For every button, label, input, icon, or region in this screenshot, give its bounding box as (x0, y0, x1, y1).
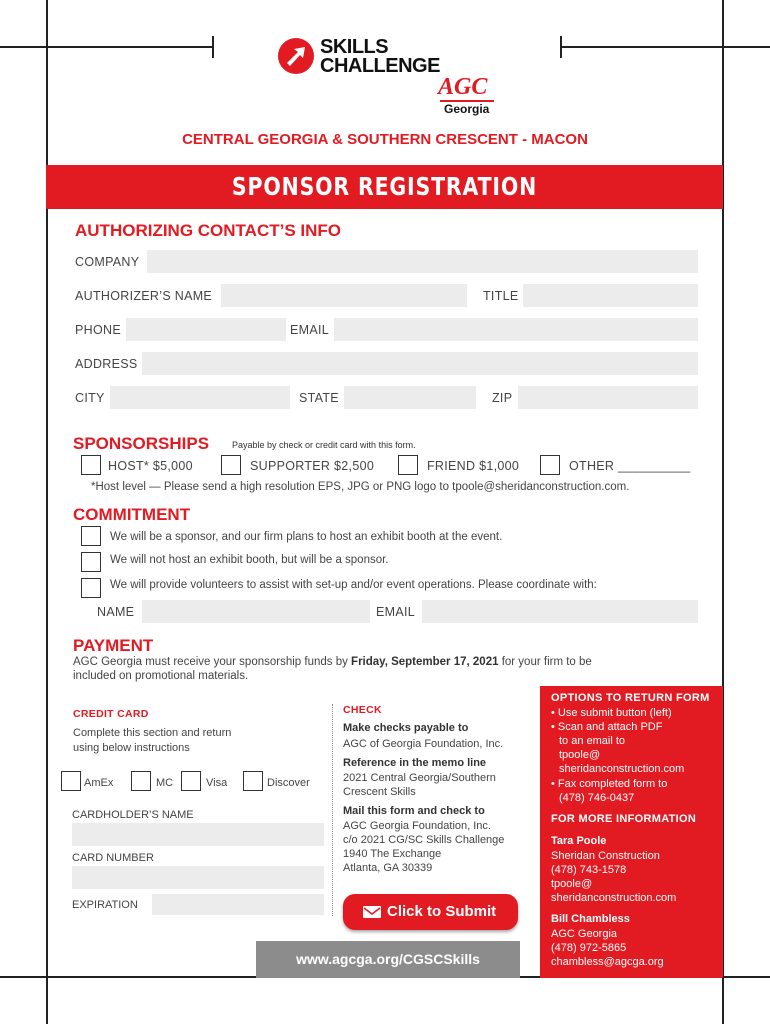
mail-heading: Mail this form and check to (343, 805, 485, 817)
mail-line-3: 1940 The Exchange (343, 848, 442, 860)
return-option-1: • Use submit button (left) (551, 707, 672, 719)
commitment-checkbox-3[interactable] (81, 578, 101, 598)
check-heading: CHECK (343, 704, 382, 716)
friend-checkbox[interactable] (398, 455, 418, 475)
card-number-label: CARD NUMBER (72, 852, 154, 864)
title-label: TITLE (483, 289, 519, 303)
authorizer-field[interactable] (221, 284, 467, 307)
region-title: CENTRAL GEORGIA & SOUTHERN CRESCENT - MACON (182, 131, 588, 148)
other-option-label: OTHER __________ (569, 459, 691, 473)
host-checkbox[interactable] (81, 455, 101, 475)
more-info-heading: FOR MORE INFORMATION (551, 813, 697, 825)
crop-mark (46, 0, 48, 1024)
phone-label: PHONE (75, 323, 121, 337)
contact1-email-2: sheridanconstruction.com (551, 892, 677, 904)
host-logo-note: *Host level — Please send a high resolution EPS, JPG or PNG logo to tpoole@sheridanconstruction.com. (91, 481, 630, 493)
card-number-field[interactable] (72, 866, 324, 889)
contact-heading: AUTHORIZING CONTACT’S INFO (75, 221, 341, 240)
payment-deadline: Friday, September 17, 2021 (351, 656, 499, 668)
commitment-item-2: We will not host an exhibit booth, but will be a sponsor. (110, 554, 389, 566)
company-field[interactable] (147, 250, 698, 273)
credit-card-note-2: using below instructions (73, 742, 190, 754)
discover-label: Discover (267, 777, 310, 789)
mc-checkbox[interactable] (131, 771, 151, 791)
payment-text-3: included on promotional materials. (73, 670, 249, 682)
crop-mark (212, 36, 214, 58)
commitment-heading: COMMITMENT (73, 505, 191, 524)
mail-line-2: c/o 2021 CG/SC Skills Challenge (343, 834, 505, 846)
arrow-logo-icon (278, 38, 314, 74)
company-label: COMPANY (75, 255, 140, 269)
contact2-org: AGC Georgia (551, 928, 618, 940)
supporter-checkbox[interactable] (221, 455, 241, 475)
agc-logo-text: AGC (438, 74, 488, 100)
credit-card-note-1: Complete this section and return (73, 727, 232, 739)
amex-checkbox[interactable] (61, 771, 81, 791)
payment-deadline-text (73, 656, 673, 668)
crop-mark (0, 46, 214, 48)
contact2-name: Bill Chambless (551, 913, 630, 925)
contact1-name: Tara Poole (551, 835, 607, 847)
skills-challenge-logo (278, 38, 498, 118)
supporter-option-label: SUPPORTER $2,500 (250, 459, 375, 473)
cardholder-field[interactable] (72, 823, 324, 846)
memo-line-1: 2021 Central Georgia/Southern (343, 772, 496, 784)
return-fax-number: (478) 746-0437 (559, 792, 635, 804)
commitment-checkbox-2[interactable] (81, 552, 101, 572)
expiration-label: EXPIRATION (72, 899, 138, 911)
visa-label: Visa (206, 777, 228, 789)
payable-to: AGC of Georgia Foundation, Inc. (343, 738, 504, 750)
email-label: EMAIL (290, 323, 330, 337)
column-divider (332, 704, 334, 916)
mc-label: MC (156, 777, 174, 789)
city-label: CITY (75, 391, 105, 405)
payable-heading: Make checks payable to (343, 722, 469, 734)
email-field[interactable] (334, 318, 698, 341)
cardholder-label: CARDHOLDER’S NAME (72, 809, 194, 821)
expiration-field[interactable] (152, 894, 324, 915)
memo-heading: Reference in the memo line (343, 757, 487, 769)
logo-line1: SKILLS (320, 36, 389, 58)
return-option-2: • Scan and attach PDF (551, 721, 663, 733)
credit-card-heading: CREDIT CARD (73, 708, 149, 720)
logo-state: Georgia (444, 102, 490, 116)
sponsorships-note: Payable by check or credit card with this form. (232, 440, 416, 450)
other-checkbox[interactable] (540, 455, 560, 475)
state-label: STATE (299, 391, 339, 405)
commitment-checkbox-1[interactable] (81, 526, 101, 546)
submit-button-label: Click to Submit (387, 903, 497, 920)
payment-text-2: for your firm to be (498, 656, 592, 668)
discover-checkbox[interactable] (243, 771, 263, 791)
friend-option-label: FRIEND $1,000 (427, 459, 520, 473)
registration-banner (46, 165, 723, 209)
return-option-3: • Fax completed form to (551, 778, 668, 790)
logo-line2: CHALLENGE (320, 55, 440, 77)
website-url[interactable]: www.agcga.org/CGSCSkills (296, 951, 480, 967)
return-option-2b: to an email to (559, 735, 626, 747)
title-field[interactable] (523, 284, 698, 307)
contact1-phone: (478) 743-1578 (551, 864, 627, 876)
host-option-label: HOST* $5,000 (108, 459, 193, 473)
volunteer-name-label: NAME (97, 605, 135, 619)
volunteer-email-label: EMAIL (376, 605, 416, 619)
address-label: ADDRESS (75, 357, 138, 371)
city-field[interactable] (110, 386, 290, 409)
return-option-2d: sheridanconstruction.com (559, 763, 685, 775)
state-field[interactable] (344, 386, 476, 409)
volunteer-email-field[interactable] (422, 600, 698, 623)
payment-heading: PAYMENT (73, 636, 154, 655)
memo-line-2: Crescent Skills (343, 786, 416, 798)
info-sidebar (540, 686, 723, 978)
visa-checkbox[interactable] (181, 771, 201, 791)
submit-button[interactable] (343, 894, 518, 930)
crop-mark (560, 46, 770, 48)
zip-label: ZIP (492, 391, 513, 405)
contact2-phone: (478) 972-5865 (551, 942, 627, 954)
sponsorships-heading: SPONSORSHIPS (73, 434, 210, 453)
commitment-item-3: We will provide volunteers to assist with set-up and/or event operations. Please coordinate with: (110, 579, 597, 591)
envelope-icon (363, 906, 381, 918)
amex-label: AmEx (84, 777, 114, 789)
return-option-2c: tpoole@ (559, 749, 601, 761)
zip-field[interactable] (518, 386, 698, 409)
commitment-item-1: We will be a sponsor, and our firm plans to host an exhibit booth at the event. (110, 531, 503, 543)
website-url-bar[interactable] (256, 941, 520, 978)
phone-field[interactable] (126, 318, 286, 341)
contact1-org: Sheridan Construction (551, 850, 660, 862)
mail-line-4: Atlanta, GA 30339 (343, 862, 433, 874)
contact2-email: chambless@agcga.org (551, 956, 664, 968)
return-options-heading: OPTIONS TO RETURN FORM (551, 692, 710, 704)
address-field[interactable] (142, 352, 698, 375)
banner-title: SPONSOR REGISTRATION (231, 172, 538, 201)
mail-line-1: AGC Georgia Foundation, Inc. (343, 820, 491, 832)
payment-text-1: AGC Georgia must receive your sponsorship funds by (73, 656, 352, 668)
crop-mark (560, 36, 562, 58)
volunteer-name-field[interactable] (142, 600, 370, 623)
authorizer-label: AUTHORIZER’S NAME (75, 289, 213, 303)
contact1-email-1: tpoole@ (551, 878, 593, 890)
